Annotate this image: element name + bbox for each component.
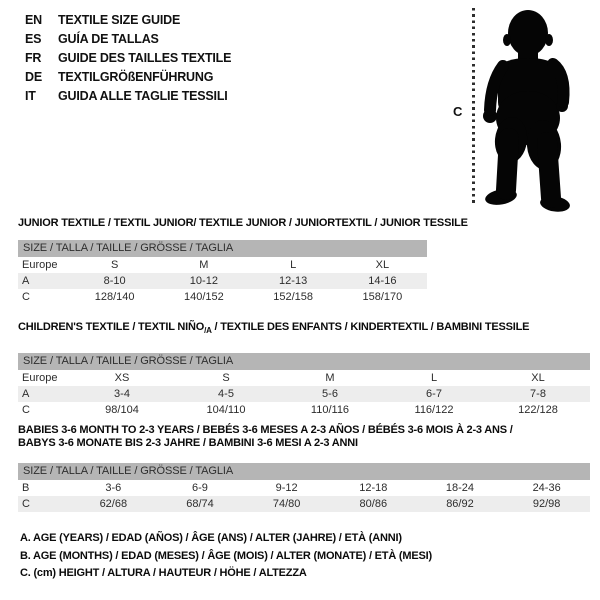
size-cell: L [290,259,297,271]
size-cell: 104/110 [206,404,246,417]
language-title-list [25,11,231,106]
size-cell: M [325,372,335,385]
babies-size-table [18,480,590,512]
section-title [18,321,590,337]
height-c-label: C [453,104,463,119]
size-cell: S [222,372,230,385]
size-cell: L [430,372,438,385]
table-row-age-months [18,480,590,496]
section-title-line1: BABIES 3-6 MONTH TO 2-3 YEARS / BEBÉS 3-6 MESES A 2-3 AÑOS / BÉBÉS 3-6 MOIS À 2-3 ANS / [18,424,513,436]
table-row-height [18,402,590,418]
size-cell: 98/104 [105,404,139,417]
size-cell: 3-4 [114,388,130,401]
size-cell: 128/140 [94,291,135,303]
table-row-height [18,289,427,305]
size-cell: 86/92 [446,498,474,510]
size-cell: 5-6 [322,388,338,401]
size-cell: 7-8 [530,388,546,401]
legend [20,530,432,583]
language-row-it [25,87,231,106]
language-code: DE [25,70,42,84]
children-size-table [18,370,590,418]
row-label-cell: C [22,498,30,510]
language-title: TEXTILGRÖßENFÜHRUNG [58,70,214,84]
table-row-europe [18,370,590,386]
section-title: JUNIOR TEXTILE / TEXTIL JUNIOR/ TEXTILE JUNIOR / JUNIORTEXTIL / JUNIOR TESSILE [18,217,468,229]
size-cell: 68/74 [186,498,214,510]
language-row-en [25,11,231,30]
language-code: EN [25,13,42,27]
language-code: FR [25,51,42,65]
size-cell: 122/128 [518,404,558,417]
row-label-cell: B [22,482,30,494]
title-post: / TEXTILE DES ENFANTS / KINDERTEXTIL / BAMBINI TESSILE [211,321,530,333]
size-cell: M [199,259,209,271]
row-label-cell: Europe [22,372,58,385]
language-title: GUIDA ALLE TAGLIE TESSILI [58,89,228,103]
section-babies [18,424,590,512]
legend-line-a: A. AGE (YEARS) / EDAD (AÑOS) / ÂGE (ANS) / ALTER (JAHRE) / ETÀ (ANNI) [20,532,402,544]
size-cell: 24-36 [532,482,561,494]
table-row-europe [18,257,427,273]
table-row-age [18,386,590,402]
language-title: TEXTILE SIZE GUIDE [58,13,181,27]
size-cell: 116/122 [414,404,454,417]
junior-size-table [18,257,427,305]
size-cell: 6-7 [426,388,442,401]
size-cell: XS [114,372,130,385]
row-label-cell: A [22,275,30,287]
language-row-es [25,30,231,49]
section-children [18,321,590,418]
size-cell: 12-13 [279,275,308,287]
row-label-cell: C [22,404,30,417]
size-cell: 92/98 [532,498,561,510]
title-pre: CHILDREN'S TEXTILE / TEXTIL NIÑO [18,321,205,333]
size-header-bar: SIZE / TALLA / TAILLE / GRÖSSE / TAGLIA [18,463,590,480]
language-code: ES [25,32,42,46]
legend-line-b: B. AGE (MONTHS) / EDAD (MESES) / ÂGE (MOIS) / ALTER (MONATE) / ETÀ (MESI) [20,549,432,562]
size-cell: 152/158 [273,291,313,303]
size-cell: XL [531,372,545,385]
size-cell: 14-16 [368,275,397,287]
language-row-de [25,68,231,87]
legend-line-c: C. (cm) HEIGHT / ALTURA / HAUTEUR / HÖHE / ALTEZZA [20,567,307,579]
height-dotted-line [472,8,475,206]
size-cell: 10-12 [189,275,218,287]
size-cell: 62/68 [99,498,128,510]
language-title: GUÍA DE TALLAS [58,32,159,46]
size-cell: 6-9 [192,482,208,494]
size-cell: 9-12 [275,482,298,494]
size-cell: 8-10 [103,275,126,287]
size-cell: 80/86 [359,498,388,510]
section-title-line2: BABYS 3-6 MONATE BIS 2-3 JAHRE / BAMBINI 3-6 MESI A 2-3 ANNI [18,437,358,449]
toddler-silhouette-icon [478,6,574,212]
language-title: GUIDE DES TAILLES TEXTILE [58,51,232,65]
size-cell: 158/170 [362,291,403,303]
language-row-fr [25,49,231,68]
section-junior [18,217,468,305]
table-row-height [18,496,590,512]
size-header-bar: SIZE / TALLA / TAILLE / GRÖSSE / TAGLIA [18,353,590,370]
size-cell: 74/80 [272,498,301,510]
row-label-cell: A [22,388,30,401]
size-cell: 110/116 [310,404,350,417]
size-header-bar: SIZE / TALLA / TAILLE / GRÖSSE / TAGLIA [18,240,427,257]
size-cell: 12-18 [359,482,388,494]
size-cell: 4-5 [218,388,234,401]
row-label-cell: C [22,291,30,303]
size-cell: S [110,259,119,271]
language-code: IT [25,89,36,103]
size-cell: 140/152 [183,291,224,303]
table-row-age [18,273,427,289]
title-subscript: /A [204,326,212,336]
size-cell: XL [375,259,390,271]
size-cell: 3-6 [105,482,122,494]
size-cell: 18-24 [445,482,475,494]
row-label-cell: Europe [22,259,58,271]
